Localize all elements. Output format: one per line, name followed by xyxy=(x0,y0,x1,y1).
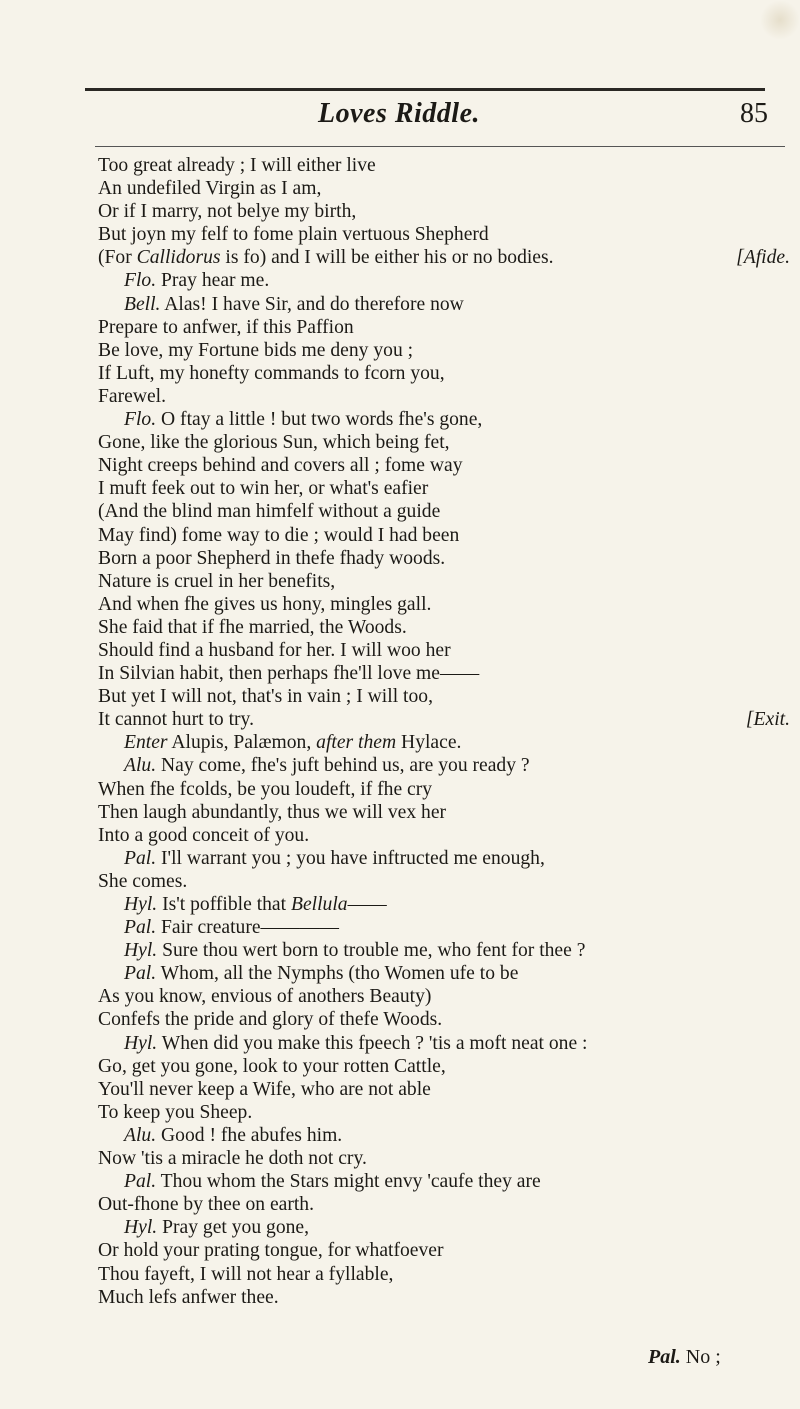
text-line: But yet I will not, that's in vain ; I will too, xyxy=(98,686,433,708)
text-line: When fhe fcolds, be you loudeft, if fhe cry xyxy=(98,778,433,800)
speaker-label: Flo. xyxy=(124,270,157,292)
text-line: Now 'tis a miracle he doth not cry. xyxy=(98,1148,367,1170)
speaker-label: Pal. xyxy=(124,963,157,985)
text-line: She faid that if fhe married, the Woods. xyxy=(98,616,407,638)
text-line: Hyl. Is't poffible that Bellula—— xyxy=(124,894,387,915)
text-line: (For Callidorus is fo) and I will be either his or no bodies. [Afide. xyxy=(98,247,790,269)
text-line: Should find a husband for her. I will woo her xyxy=(98,639,451,661)
text-line: Pal. I'll warrant you ; you have inftructed me enough, xyxy=(124,847,545,869)
speaker-label: Flo. xyxy=(124,409,157,431)
text-line: Into a good conceit of you. xyxy=(98,824,310,846)
stage-direction-aside: [Afide. xyxy=(736,247,790,269)
text-line: Bell. Alas! I have Sir, and do therefore now xyxy=(124,293,464,315)
text-line: In Silvian habit, then perhaps fhe'll love me—— xyxy=(98,663,480,685)
text-line: Hyl. Sure thou wert born to trouble me, who fent for thee ? xyxy=(124,940,586,962)
page-header xyxy=(0,96,800,140)
speaker-label: Hyl. xyxy=(124,940,158,962)
text-line: Night creeps behind and covers all ; fome way xyxy=(98,455,463,477)
text-line: Or hold your prating tongue, for whatfoever xyxy=(98,1240,444,1262)
play-text xyxy=(98,154,790,1309)
text-line: Pal. Fair creature———— xyxy=(124,917,339,939)
text-line: I muft feek out to win her, or what's eafier xyxy=(98,478,429,500)
running-title: Loves Riddle. xyxy=(318,98,481,129)
text-line: May find) fome way to die ; would I had been xyxy=(98,524,460,546)
text-line: Prepare to anfwer, if this Paffion xyxy=(98,316,354,338)
page-corner-stain xyxy=(760,0,800,40)
text-line: Much lefs anfwer thee. xyxy=(98,1286,279,1308)
speaker-label: Pal. xyxy=(124,917,157,939)
text-line: But joyn my felf to fome plain vertuous Shepherd xyxy=(98,224,489,246)
text-line: Hyl. When did you make this fpeech ? 'tis a moft neat one : xyxy=(124,1032,588,1054)
text-line: She comes. xyxy=(98,870,188,892)
text-line: If Luft, my honefty commands to fcorn you, xyxy=(98,362,445,384)
stage-direction-entrance: Enter Alupis, Palæmon, after them Hylace. xyxy=(124,732,462,754)
text-line: You'll never keep a Wife, who are not able xyxy=(98,1078,431,1100)
text-line: Gone, like the glorious Sun, which being fet, xyxy=(98,432,450,454)
text-line: Thou fayeft, I will not hear a fyllable, xyxy=(98,1263,394,1285)
speaker-label: Pal. xyxy=(124,1171,157,1193)
page-number: 85 xyxy=(740,98,768,129)
text-line: Alu. Good ! fhe abufes him. xyxy=(124,1124,343,1146)
text-line: Farewel. xyxy=(98,385,167,407)
text-line: Out-fhone by thee on earth. xyxy=(98,1194,315,1216)
speaker-label: Alu. xyxy=(124,755,157,777)
text-line: Then laugh abundantly, thus we will vex her xyxy=(98,801,447,823)
speaker-label: Bell. xyxy=(124,293,161,315)
text-line: Hyl. Pray get you gone, xyxy=(124,1217,310,1239)
text-line: To keep you Sheep. xyxy=(98,1101,253,1123)
text-line: Born a poor Shepherd in thefe fhady woods. xyxy=(98,547,446,569)
text-line: Pal. Whom, all the Nymphs (tho Women ufe to be xyxy=(124,963,519,985)
speaker-label: Alu. xyxy=(124,1124,157,1146)
text-line: (And the blind man himfelf without a guide xyxy=(98,501,441,523)
text-line: Flo. Pray hear me. xyxy=(124,270,270,292)
stage-direction-exit: [Exit. xyxy=(745,709,790,731)
text-line: As you know, envious of anothers Beauty) xyxy=(98,986,432,1008)
text-line: Or if I marry, not belye my birth, xyxy=(98,201,357,223)
text-line: Confefs the pride and glory of thefe Woods. xyxy=(98,1009,443,1031)
text-line: Nature is cruel in her benefits, xyxy=(98,570,336,592)
catchword: Pal. No ; xyxy=(648,1346,721,1368)
text-line: An undefiled Virgin as I am, xyxy=(98,178,322,200)
text-line: Pal. Thou whom the Stars might envy 'caufe they are xyxy=(124,1171,541,1193)
text-line: Go, get you gone, look to your rotten Cattle, xyxy=(98,1055,446,1077)
top-rule xyxy=(85,88,765,91)
speaker-label: Hyl. xyxy=(124,1217,158,1239)
speaker-label: Pal. xyxy=(124,847,157,869)
header-rule xyxy=(95,146,785,147)
text-line: And when fhe gives us hony, mingles gall. xyxy=(98,593,432,615)
text-line: Too great already ; I will either live xyxy=(98,155,376,176)
speaker-label: Hyl. xyxy=(124,1032,158,1054)
text-line: Flo. O ftay a little ! but two words fhe's gone, xyxy=(124,409,483,431)
text-line: It cannot hurt to try. [Exit. xyxy=(98,709,790,731)
text-line: Alu. Nay come, fhe's juft behind us, are you ready ? xyxy=(124,755,530,777)
speaker-label: Hyl. xyxy=(124,894,158,915)
text-line: Be love, my Fortune bids me deny you ; xyxy=(98,339,414,361)
